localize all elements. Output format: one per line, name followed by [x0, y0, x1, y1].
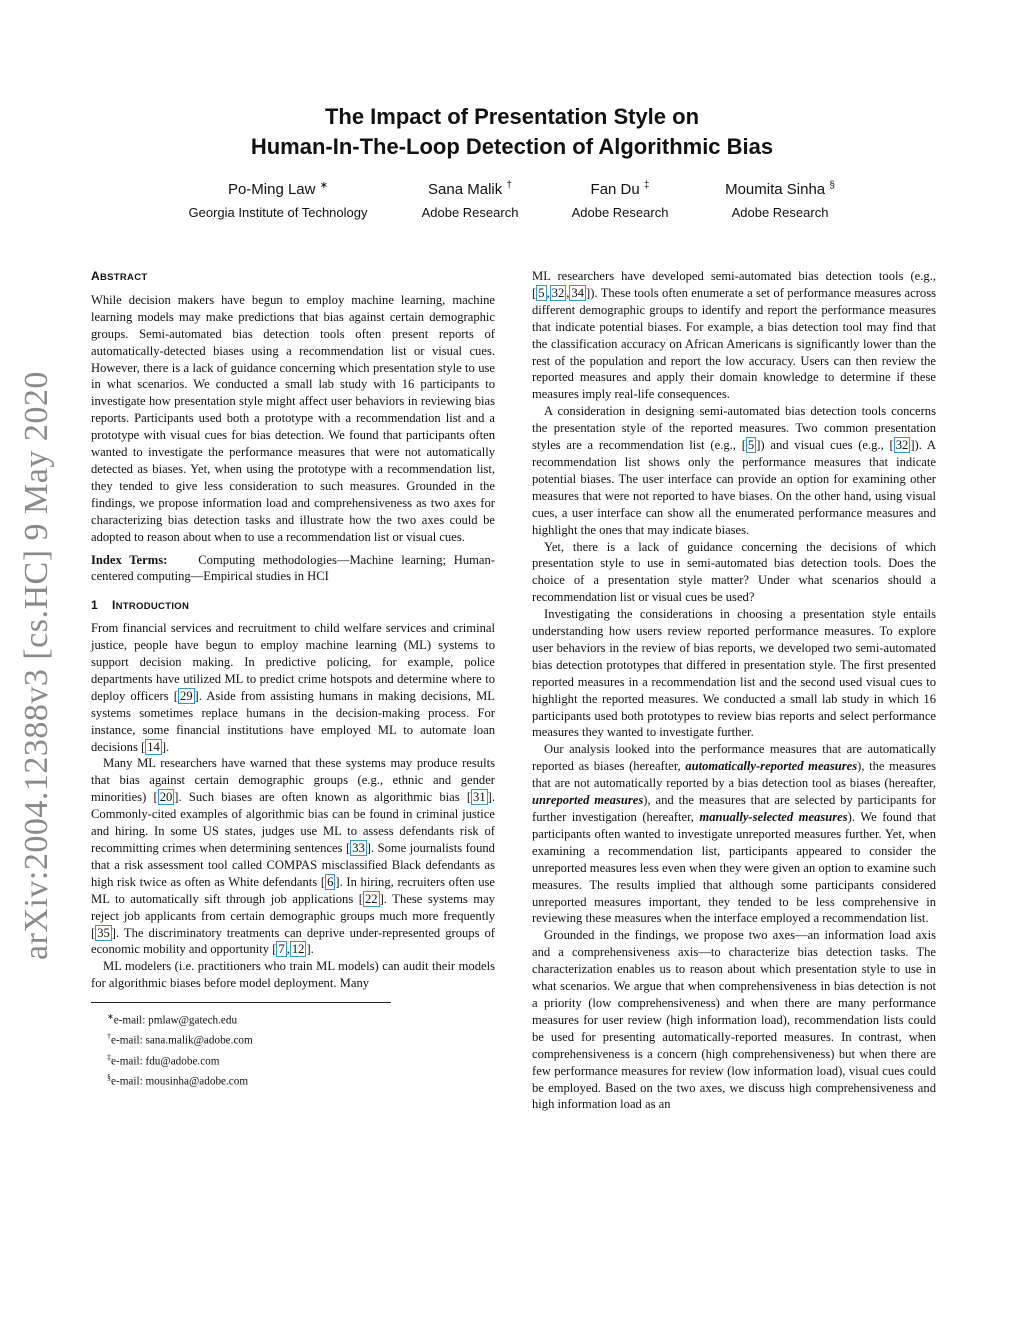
citation-link[interactable]: 22	[365, 891, 378, 906]
intro-paragraph: ML modelers (i.e. practitioners who train ML models) can audit their models for algorithmic biases before model deployment. Many	[91, 959, 495, 991]
citation-link[interactable]: 6	[327, 874, 334, 889]
author-block	[545, 176, 695, 222]
citation-link[interactable]: 34	[571, 285, 584, 300]
author-name: Po-Ming Law ∗	[227, 180, 329, 198]
citation-link[interactable]: 5	[747, 438, 755, 453]
citation-link[interactable]: 29	[179, 688, 193, 703]
right-column	[532, 268, 936, 1113]
citation-link[interactable]: 32	[551, 285, 565, 300]
author-affiliation: Adobe Research	[571, 205, 669, 220]
author-affiliation: Adobe Research	[731, 205, 829, 220]
intro-paragraph: Our analysis looked into the performance measures that are automatically reported as biases (hereafter, automatically-reported measures), the measures that are not automatically reported by a bias detection tool as biases (hereafter, unreported measures), and the measures that are selected by participants for further investigation (hereafter, manually-selected measures). We found that participants often wanted to investigate unreported measures further. Yet, when examining a recommendation list, participants appeared to consider the unreported measures less even when they were given an option to examine such measures. The results implied that although some participants considered unreported measures important, they tended to be less comprehensive in reviewing these measures when the interface employed a recommendation list.	[532, 742, 936, 926]
intro-paragraph: From financial services and recruitment to child welfare services and criminal justice, people have begun to employ machine learning (ML) systems to support decision making. In predictive policing, for example, police departments have utilized ML to predict crime hotspots and determine where to deploy officers [ 29 ]. Aside from assisting humans in making decisions, ML systems sometimes replace humans in the decision-making process. For instance, some financial institutions have employed ML to automate loan decisions [ 14 ].	[91, 621, 495, 754]
author-affiliation: Adobe Research	[421, 205, 519, 220]
citation-link[interactable]: 14	[147, 739, 160, 754]
title-line-1: The Impact of Presentation Style on	[324, 104, 700, 129]
left-column	[91, 268, 495, 1090]
footnote: ‡e-mail: fdu@adobe.com	[107, 1052, 220, 1068]
citation-link[interactable]: 7	[278, 942, 285, 957]
citation-link[interactable]: 32	[895, 438, 909, 453]
intro-paragraph: ML researchers have developed semi-automated bias detection tools (e.g., [ 5 , 32 , 34 ]). These tools often enumerate a set of performance measures across different demographic groups to identify and report the performance measures that indicate potential biases. For example, a bias detection tool may find that the classification accuracy on African Americans is significantly lower than the rest of the population and report the low accuracy. Users can then review the reported measures and apply their domain knowledge to determine if these measures imply real-life consequences.	[532, 269, 936, 402]
citation-link[interactable]: 5	[538, 285, 545, 300]
defined-term: automatically-reported measures	[685, 759, 858, 774]
citation-link[interactable]: 33	[352, 841, 365, 855]
author-affiliation: Georgia Institute of Technology	[188, 205, 368, 220]
intro-paragraph: Many ML researchers have warned that these systems may produce results that bias against certain demographic groups (e.g., ethnic and gender minorities) [ 20 ]. Such biases are often known as algorithmic bias [ 31 ]. Commonly-cited examples of algorithmic bias can be found in criminal justice and hiring. In some US states, judges use ML to assess defendants risk of recommitting crimes when determining sentences [ 33 ]. Some journalists found that a risk assessment tool called COMPAS misclassified Black defendants as high risk twice as often as White defendants [ 6 ]. In hiring, recruiters often use ML to automatically sift through job applications [ 22 ]. These systems may reject job applicants from certain demographic groups much more frequently [ 35 ]. The discriminatory treatments can deprive under-represented groups of economic mobility and opportunity [ 7 , 12 ].	[91, 756, 495, 957]
intro-paragraph: Investigating the considerations in choosing a presentation style entails understanding how users review reported performance measures. To explore user behaviors in the review of bias reports, we developed two semi-automated bias detection prototypes that differed in presentation style. The first presented reported measures in a recommendation list and the second used visual cues to highlight the reported measures. We conducted a small lab study in which 16 participants used both prototypes to review bias reports and select performance measures they wanted to investigate further.	[532, 607, 936, 740]
defined-term: unreported measures	[532, 793, 644, 808]
citation-link[interactable]: 31	[473, 790, 486, 805]
author-block	[168, 176, 388, 222]
footnote: ∗e-mail: pmlaw@gatech.edu	[107, 1012, 238, 1027]
title-line-2: Human-In-The-Loop Detection of Algorithmic Bias	[250, 134, 774, 159]
abstract-text: While decision makers have begun to employ machine learning, machine learning models may make predictions that bias against certain demographic groups. Semi-automated bias detection tools often present reports of automatically-detected biases using a recommendation list or visual cues. However, there is a lack of guidance concerning which presentation style to use in what scenarios. We conducted a small lab study with 16 participants to investigate how presentation style might affect user behaviors in reviewing bias reports. Participants used both a prototype with a recommendation list and a prototype with visual cues for bias detection. We found that participants often wanted to investigate the performance measures that were not automatically detected as biases. Yet, when using the prototype with a recommendation list, they tended to give less consideration to such measures. Grounded in the findings, we propose information load and comprehensiveness as two axes for characterizing bias detection tasks and illustrate how the two axes could be adopted to reason about when to use a recommendation list or visual cues.	[91, 292, 495, 544]
intro-paragraph: A consideration in designing semi-automated bias detection tools concerns the presentation style of the reported measures. Two common presentation styles are a recommendation list (e.g., [ 5 ]) and visual cues (e.g., [ 32 ]). A recommendation list shows only the performance measures that indicate potential biases. The user interface can provide an option for examining other measures that were not reported to have biases. On the other hand, using visual cues, a user interface can show all the enumerated performance measures and highlight the ones that may indicate biases.	[532, 404, 937, 537]
author-name: Fan Du ‡	[590, 180, 650, 198]
author-block	[390, 176, 550, 222]
author-name: Moumita Sinha §	[725, 180, 835, 198]
intro-paragraph: Grounded in the findings, we propose two axes—an information load axis and a comprehensiveness axis—to characterize bias detection tasks. The characterization enables us to reason about which presentation style to use in what scenarios. We argue that when comprehensiveness in bias detection is not a priority (low comprehensiveness) and when there are many performance measures for user review (high information load), recommendation lists could be used for presenting automatically-reported measures. In contrast, when comprehensiveness is a concern (high comprehensiveness) but when there are few performance measures for review (low information load), visual cues could be employed. Based on the two axes, we discuss high comprehensiveness and high information load as an	[532, 928, 936, 1112]
index-terms: Index Terms: Computing methodologies—Machine learning; Human-centered computing—Empirical studies in HCI	[91, 552, 496, 584]
citation-link[interactable]: 35	[97, 925, 110, 940]
footnote: †e-mail: sana.malik@adobe.com	[107, 1032, 253, 1048]
citation-link[interactable]: 20	[159, 790, 173, 805]
author-block	[700, 176, 860, 222]
footnote: §e-mail: mousinha@adobe.com	[107, 1072, 249, 1088]
defined-term: manually-selected measures	[699, 810, 848, 824]
author-name: Sana Malik †	[428, 180, 512, 198]
intro-paragraph: Yet, there is a lack of guidance concerning the decisions of which presentation style to use in semi-automated bias detection tools. Does the choice of a presentation style matter? Under what scenarios should a recommendation list or visual cues be used?	[532, 539, 936, 605]
arxiv-identifier-stamp: arXiv:2004.12388v3 [cs.HC] 9 May 2020	[18, 371, 55, 960]
citation-link[interactable]: 12	[291, 942, 305, 957]
introduction-heading: 1 INTRODUCTION	[91, 598, 190, 613]
footnote-divider	[91, 1002, 391, 1003]
abstract-heading: ABSTRACT	[91, 269, 148, 283]
paper-title	[0, 102, 1024, 162]
